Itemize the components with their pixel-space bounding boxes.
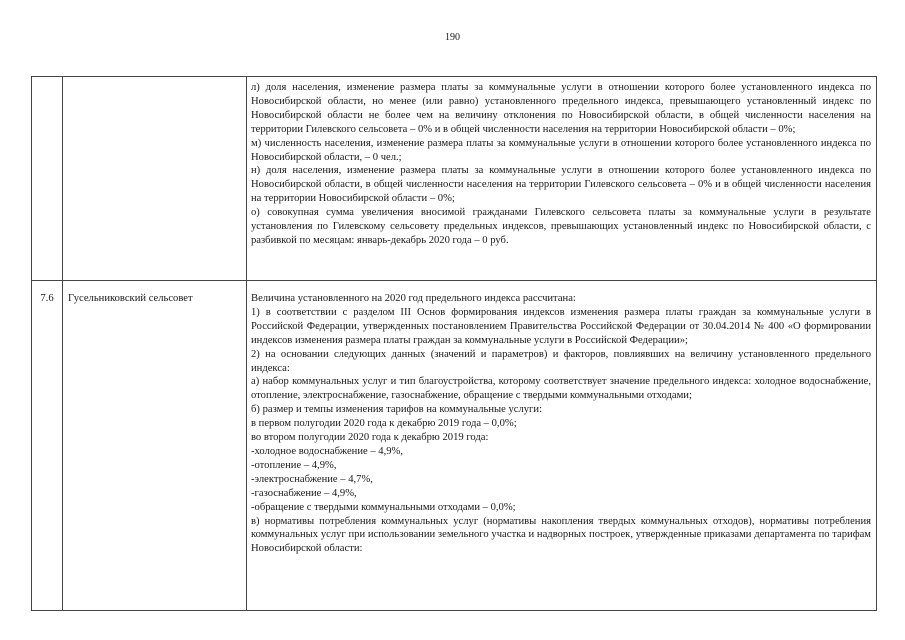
list-item: -газоснабжение – 4,9%, (251, 487, 357, 499)
row-number: 7.6 (40, 293, 54, 304)
row-name: Гусельниковский сельсовет (68, 293, 193, 304)
table-row (32, 281, 877, 611)
paragraph: в) нормативы потребления коммунальных услуг (нормативы накопления твердых коммунальных отходов), нормативы потребления коммунальных услуг при использовании земельного участка и надворных построек, утвержденные приказами департамента по тарифам Новосибирской области: (251, 515, 871, 555)
page-number: 190 (445, 32, 460, 43)
paragraph: м) численность населения, изменение размера платы за коммунальные услуги в отношении которого более установленного индекса по Новосибирской области, – 0 чел.; (251, 137, 871, 163)
paragraph: б) размер и темпы изменения тарифов на коммунальные услуги: (251, 404, 543, 416)
row-name-cell (63, 281, 247, 611)
row-number-cell (32, 77, 63, 281)
paragraph: во втором полугодии 2020 года к декабрю 2019 года: (251, 432, 489, 444)
row-number-cell (32, 281, 63, 611)
paragraph: Величина установленного на 2020 год предельного индекса рассчитана: (251, 293, 576, 304)
row-text-cell (247, 281, 877, 611)
row-text-cell (247, 77, 877, 281)
paragraph: 2) на основании следующих данных (значений и параметров) и факторов, повлиявших на величину установленного предельного индекса: (251, 348, 871, 374)
list-item: -электроснабжение – 4,7%, (251, 473, 373, 485)
paragraph: в первом полугодии 2020 года к декабрю 2019 года – 0,0%; (251, 418, 517, 430)
paragraph: н) доля населения, изменение размера платы за коммунальные услуги в отношении которого более установленного индекса по Новосибирской области, в общей численности населения на территории Гилевского сельсовета – 0% и в общей численности населения на территории Новосибирской области – 0%; (251, 165, 871, 205)
paragraph: л) доля населения, изменение размера платы за коммунальные услуги в отношении которого более установленного индекса по Новосибирской области, но менее (или равно) установленного предельного индекса, превышающего установленный индекс по Новосибирской области не более чем на величину отклонения по Новосибирской области, в общей численности населения на территории Гилевского сельсовета – 0% и в общей численности населения на территории Новосибирской области – 0%; (251, 82, 871, 135)
paragraph: о) совокупная сумма увеличения вносимой гражданами Гилевского сельсовета платы за коммунальные услуги в результате установления по Гилевскому сельсовету предельных индексов, превышающих установленный индекс по Новосибирской области, с разбивкой по месяцам: январь-декабрь 2020 года – 0 руб. (251, 207, 871, 246)
list-item: -холодное водоснабжение – 4,9%, (251, 445, 403, 457)
document-table (31, 76, 877, 611)
paragraph: 1) в соответствии с разделом III Основ формирования индексов изменения размера платы граждан за коммунальные услуги в Российской Федерации, утвержденных постановлением Правительства Российской Федерации от 30.04.2014 № 400 «О формировании индексов изменения размера платы граждан за коммунальные услуги в Российской Федерации»; (251, 306, 871, 346)
list-item: -обращение с твердыми коммунальными отходами – 0,0%; (251, 501, 516, 513)
table-row (32, 77, 877, 281)
paragraph: а) набор коммунальных услуг и тип благоустройства, которому соответствует значение предельного индекса: холодное водоснабжение, отопление, электроснабжение, газоснабжение, обращение с твердыми коммунальными отходами; (251, 376, 871, 402)
list-item: -отопление – 4,9%, (251, 459, 337, 471)
row-name-cell (63, 77, 247, 281)
